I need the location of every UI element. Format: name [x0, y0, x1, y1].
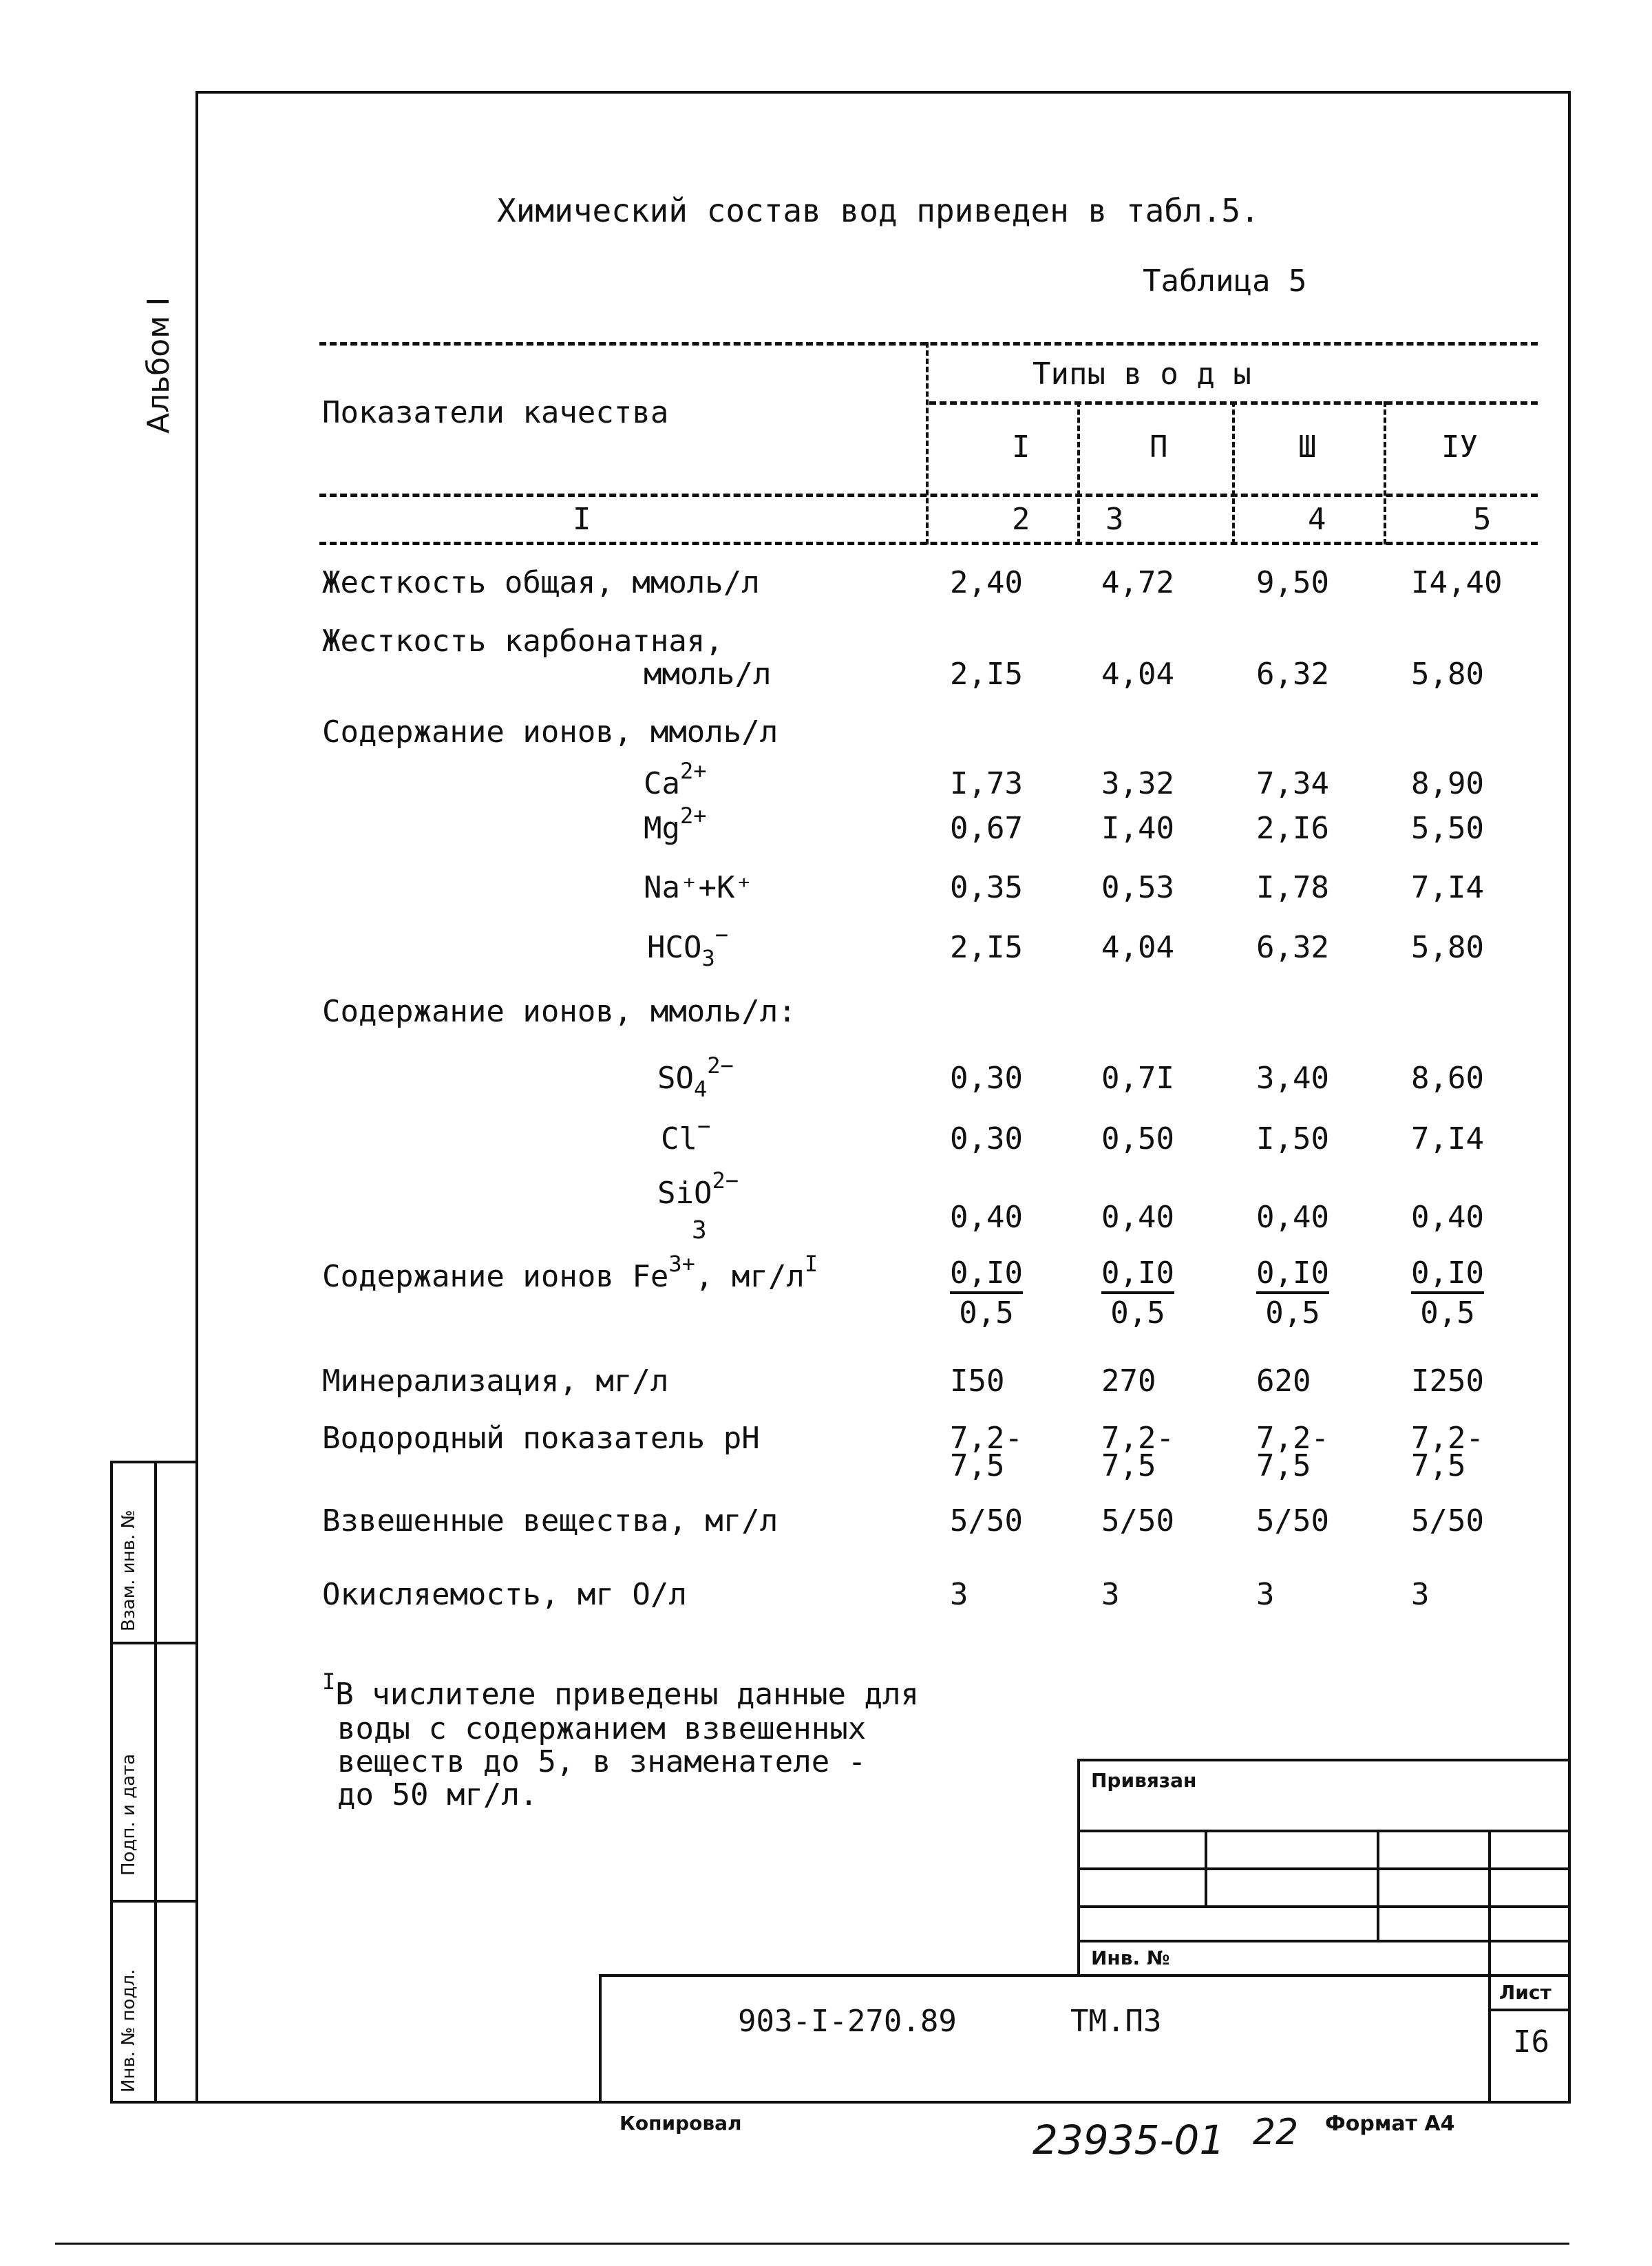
row-hco3-v2: 4,04: [1101, 930, 1174, 965]
stamp-order-no: 23935-01: [1032, 2117, 1225, 2163]
row-ca-v4: 8,90: [1411, 766, 1484, 801]
row-ph-label: Водородный показатель pH: [322, 1421, 760, 1456]
stamp-doc-code: 903-I-270.89: [738, 2004, 957, 2039]
stamp-format: Формат А4: [1325, 2112, 1455, 2136]
frame-bottom-line: [110, 2101, 1569, 2104]
row-sio3-sub: 3: [692, 1216, 707, 1245]
header-type-2: П: [1150, 430, 1168, 465]
row-hco3-v4: 5,80: [1411, 930, 1484, 965]
row-mg-label: $Mg^{2+}$: [644, 803, 707, 846]
row-hardness-carb-label2: ммоль/л: [644, 657, 772, 692]
row-so4-v4: 8,60: [1411, 1061, 1484, 1096]
row-sio3-label: SiO$^{2-}$: [657, 1167, 739, 1211]
row-so4-v2: 0,7I: [1101, 1061, 1174, 1096]
row-susp-v4: 5/50: [1411, 1503, 1484, 1538]
row-mineral-v2: 270: [1101, 1364, 1156, 1399]
row-ph-v4-top: 7,2-: [1411, 1421, 1484, 1456]
stamp-sheet-label: Лист: [1499, 1981, 1552, 2004]
row-susp-v2: 5/50: [1101, 1503, 1174, 1538]
stamp-copied: Копировал: [620, 2112, 742, 2135]
row-ph-v3-top: 7,2-: [1256, 1421, 1329, 1456]
row-oxid-v3: 3: [1256, 1577, 1275, 1612]
row-sio3-v3: 0,40: [1256, 1200, 1329, 1235]
row-hardness-carb-v1: 2,I5: [950, 657, 1023, 692]
col-num-3: 3: [1105, 502, 1124, 537]
row-hardness-total-v2: 4,72: [1101, 565, 1174, 600]
row-hardness-total-v1: 2,40: [950, 565, 1023, 600]
row-ph-v4-bot: 7,5: [1411, 1448, 1466, 1483]
ions-section2-title: Содержание ионов, ммоль/л:: [322, 994, 796, 1029]
row-mineral-v1: I50: [950, 1364, 1005, 1399]
row-hardness-carb-v2: 4,04: [1101, 657, 1174, 692]
frame-left-line: [195, 91, 198, 2104]
row-susp-label: Взвешенные вещества, мг/л: [322, 1503, 779, 1538]
row-hco3-v3: 6,32: [1256, 930, 1329, 965]
row-oxid-v1: 3: [950, 1577, 968, 1612]
row-nak-v1: 0,35: [950, 870, 1023, 905]
side-inv-label: Инв. № подл.: [118, 1969, 139, 2093]
row-fe-v4: $\frac{0,I0}{0,5}$: [1411, 1256, 1484, 1331]
stamp-order-sub: 22: [1253, 2112, 1299, 2153]
row-fe-label: Содержание ионов $Fe^{3+}$, $мг/л^I$: [322, 1251, 818, 1294]
row-nak-v4: 7,I4: [1411, 870, 1484, 905]
col-num-5: 5: [1473, 502, 1492, 537]
page-bottom-rule: [55, 2243, 1569, 2245]
row-hco3-label: $HCO_3^-$: [647, 922, 729, 971]
col-num-1: I: [573, 502, 591, 537]
stamp-inv-no: Инв. №: [1091, 1947, 1170, 1969]
row-cl-v2: 0,50: [1101, 1121, 1174, 1156]
row-oxid-v2: 3: [1101, 1577, 1120, 1612]
row-fe-v3: $\frac{0,I0}{0,5}$: [1256, 1256, 1329, 1331]
row-sio3-v2: 0,40: [1101, 1200, 1174, 1235]
row-nak-v2: 0,53: [1101, 870, 1174, 905]
row-susp-v1: 5/50: [950, 1503, 1023, 1538]
row-so4-v1: 0,30: [950, 1061, 1023, 1096]
row-nak-v3: I,78: [1256, 870, 1329, 905]
row-ph-v3-bot: 7,5: [1256, 1448, 1311, 1483]
header-type-1: I: [1012, 430, 1030, 465]
row-mineral-v4: I250: [1411, 1364, 1484, 1399]
footnote-line4: до 50 мг/л.: [337, 1777, 538, 1812]
row-ca-v2: 3,32: [1101, 766, 1174, 801]
row-ca-v3: 7,34: [1256, 766, 1329, 801]
row-susp-v3: 5/50: [1256, 1503, 1329, 1538]
row-hardness-carb-v3: 6,32: [1256, 657, 1329, 692]
col-num-4: 4: [1308, 502, 1326, 537]
row-mg-v4: 5,50: [1411, 811, 1484, 846]
row-cl-v4: 7,I4: [1411, 1121, 1484, 1156]
row-ph-v2-bot: 7,5: [1101, 1448, 1156, 1483]
row-fe-v2: $\frac{0,I0}{0,5}$: [1101, 1256, 1174, 1331]
row-ph-v1-top: 7,2-: [950, 1421, 1023, 1456]
row-fe-v1: $\frac{0,I0}{0,5}$: [950, 1256, 1023, 1331]
side-vzam-label: Взам. инв. №: [118, 1510, 139, 1631]
row-so4-label: $SO_4^{2-}$: [657, 1052, 734, 1102]
ions-section1-title: Содержание ионов, ммоль/л: [322, 714, 779, 750]
frame-top-line: [195, 91, 1571, 94]
row-ca-label: $Ca^{2+}$: [644, 758, 707, 801]
row-hardness-carb-label1: Жесткость карбонатная,: [322, 624, 723, 659]
header-indicator: Показатели качества: [322, 395, 669, 430]
row-mg-v2: I,40: [1101, 811, 1174, 846]
row-cl-label: Cl−: [661, 1113, 711, 1156]
header-type-3: Ш: [1298, 430, 1317, 465]
footnote-line3: веществ до 5, в знаменателе -: [337, 1744, 867, 1779]
row-mineral-label: Минерализация, мг/л: [322, 1364, 669, 1399]
table-label: Таблица 5: [1143, 264, 1307, 299]
row-oxid-label: Окисляемость, мг О/л: [322, 1577, 687, 1612]
row-ph-v1-bot: 7,5: [950, 1448, 1005, 1483]
col-num-2: 2: [1012, 502, 1030, 537]
stamp-privyazan: Привязан: [1091, 1769, 1197, 1792]
frame-right-line: [1568, 91, 1571, 2104]
stamp-doc-section: ТМ.ПЗ: [1070, 2004, 1162, 2039]
side-podp-label: Подп. и дата: [118, 1753, 139, 1876]
stamp-sheet-no: I6: [1513, 2024, 1549, 2059]
intro-text: Химический состав вод приведен в табл.5.: [497, 192, 1260, 229]
row-so4-v3: 3,40: [1256, 1061, 1329, 1096]
row-mg-v3: 2,I6: [1256, 811, 1329, 846]
header-water-types: Типы в о д ы: [1032, 357, 1251, 392]
row-oxid-v4: 3: [1411, 1577, 1430, 1612]
row-cl-v1: 0,30: [950, 1121, 1023, 1156]
row-nak-label: Na⁺+K⁺: [644, 870, 753, 905]
row-mg-v1: 0,67: [950, 811, 1023, 846]
row-hardness-total-label: Жесткость общая, ммоль/л: [322, 565, 760, 600]
row-cl-v3: I,50: [1256, 1121, 1329, 1156]
row-mineral-v3: 620: [1256, 1364, 1311, 1399]
album-label: Альбом I: [141, 297, 176, 434]
row-hardness-total-v4: I4,40: [1411, 565, 1503, 600]
row-hardness-total-v3: 9,50: [1256, 565, 1329, 600]
footnote-line1: $^I$В числителе приведены данные для: [322, 1669, 919, 1712]
row-sio3-v1: 0,40: [950, 1200, 1023, 1235]
footnote-line2: воды с содержанием взвешенных: [337, 1711, 867, 1746]
header-type-4: IУ: [1441, 430, 1478, 465]
row-sio3-v4: 0,40: [1411, 1200, 1484, 1235]
row-ca-v1: I,73: [950, 766, 1023, 801]
row-ph-v2-top: 7,2-: [1101, 1421, 1174, 1456]
row-hco3-v1: 2,I5: [950, 930, 1023, 965]
row-hardness-carb-v4: 5,80: [1411, 657, 1484, 692]
